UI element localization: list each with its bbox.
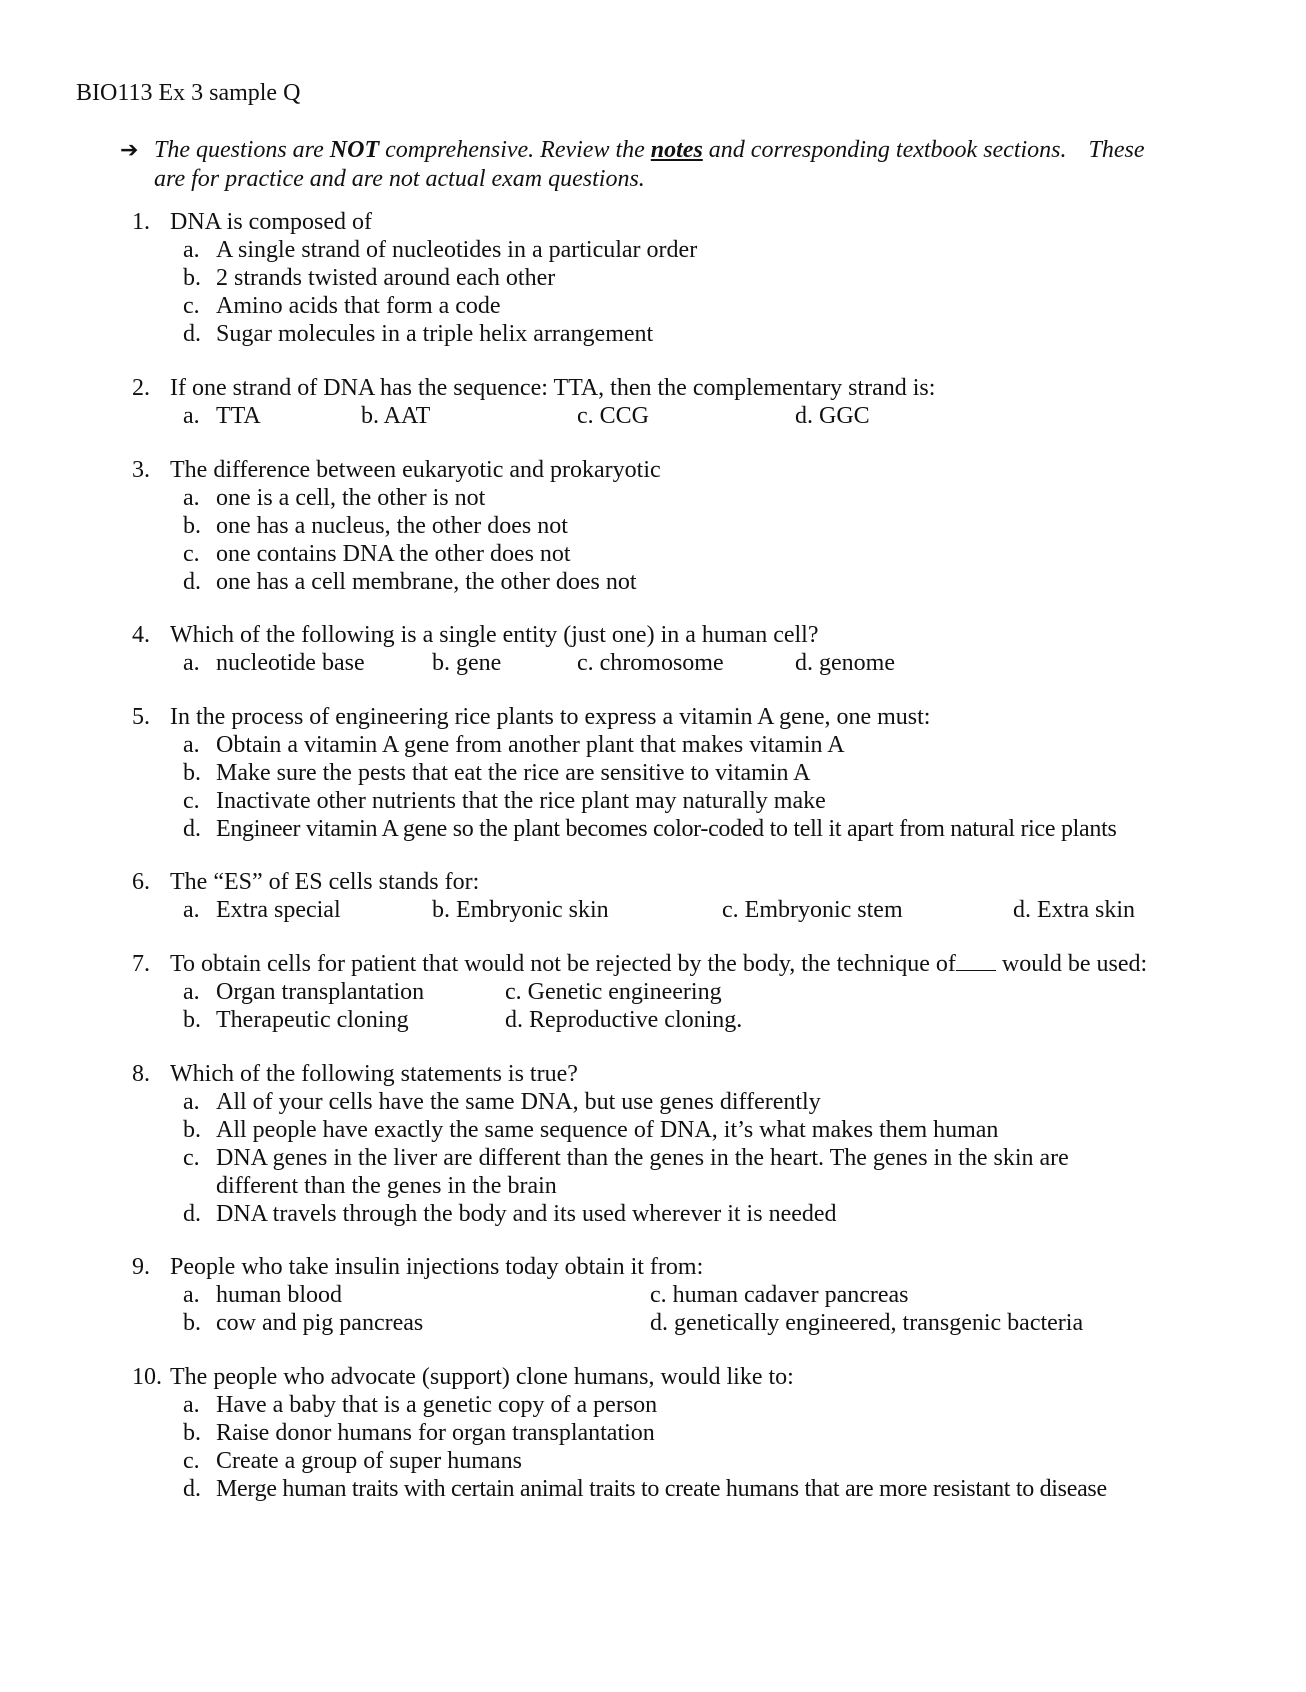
option-text: Have a baby that is a genetic copy of a person — [216, 1392, 658, 1418]
option-text: Inactivate other nutrients that the rice plant may naturally make — [216, 788, 826, 814]
option-text: Raise donor humans for organ transplantation — [216, 1420, 655, 1446]
option-text: 2 strands twisted around each other — [216, 265, 556, 291]
option-letter: b. — [183, 265, 201, 291]
note-line-2: are for practice and are not actual exam questions. — [154, 166, 645, 192]
option-d: d. genome — [795, 650, 895, 676]
option-c: c. Embryonic stem — [722, 897, 903, 923]
question-text: People who take insulin injections today obtain it from: — [170, 1254, 704, 1280]
option-letter: b. — [183, 1117, 201, 1143]
option-text: Engineer vitamin A gene so the plant becomes color-coded to tell it apart from natural rice plants — [216, 816, 1117, 842]
option-text: Amino acids that form a code — [216, 293, 501, 319]
option-b: b. gene — [432, 650, 502, 676]
note-emphasis: NOT — [329, 137, 380, 163]
option-text: one has a nucleus, the other does not — [216, 513, 568, 539]
option-letter: a. — [183, 485, 200, 511]
option-d: d. Extra skin — [1013, 897, 1135, 923]
question-text-part-2: would be used: — [1001, 951, 1148, 977]
question-text: Which of the following is a single entity (just one) in a human cell? — [170, 622, 819, 648]
question-text — [170, 950, 1147, 978]
option-text: A single strand of nucleotides in a particular order — [216, 237, 698, 263]
question-number: 2. — [132, 375, 150, 401]
option-text: All people have exactly the same sequence of DNA, it’s what makes them human — [216, 1117, 999, 1143]
option-text: All of your cells have the same DNA, but use genes differently — [216, 1089, 821, 1115]
note-line-1 — [154, 136, 1145, 164]
question-text: Which of the following statements is true? — [170, 1061, 578, 1087]
option-d: d. genetically engineered, transgenic bacteria — [650, 1310, 1084, 1336]
option-letter: b. — [183, 760, 201, 786]
option-letter: a. — [183, 1392, 200, 1418]
option-letter: a. — [183, 1089, 200, 1115]
note-text-4: These — [1088, 137, 1145, 163]
option-letter: a. — [183, 650, 200, 676]
option-letter: d. — [183, 816, 201, 842]
option-letter: d. — [183, 1201, 201, 1227]
option-d: d. Reproductive cloning. — [505, 1007, 743, 1033]
option-text: human blood — [216, 1282, 342, 1308]
option-text: DNA genes in the liver are different than the genes in the heart. The genes in the skin are different than the genes in the brain — [216, 1145, 1069, 1199]
question-number: 1. — [132, 209, 150, 235]
option-letter: b. — [183, 1420, 201, 1446]
option-text: Extra special — [216, 897, 341, 923]
question-text: The difference between eukaryotic and prokaryotic — [170, 457, 661, 483]
option-letter: d. — [183, 321, 201, 347]
question-text: The people who advocate (support) clone humans, would like to: — [170, 1364, 794, 1390]
option-letter: b. — [183, 1310, 201, 1336]
page-title: BIO113 Ex 3 sample Q — [76, 80, 301, 106]
option-text: cow and pig pancreas — [216, 1310, 424, 1336]
option-letter: a. — [183, 403, 200, 429]
option-letter: c. — [183, 541, 200, 567]
option-letter: b. — [183, 1007, 201, 1033]
option-letter: c. — [183, 788, 200, 814]
right-arrow-icon: ➔ — [120, 137, 139, 162]
option-letter: a. — [183, 1282, 200, 1308]
option-letter: b. — [183, 513, 201, 539]
question-text: If one strand of DNA has the sequence: TTA, then the complementary strand is: — [170, 375, 936, 401]
option-c: c. chromosome — [577, 650, 724, 676]
option-letter: a. — [183, 897, 200, 923]
option-text: one has a cell membrane, the other does not — [216, 569, 637, 595]
option-text: nucleotide base — [216, 650, 365, 676]
option-c: c. human cadaver pancreas — [650, 1282, 909, 1308]
option-text: Sugar molecules in a triple helix arrangement — [216, 321, 654, 347]
question-number: 10. — [132, 1364, 162, 1390]
option-text: one contains DNA the other does not — [216, 541, 571, 567]
option-b: b. AAT — [361, 403, 431, 429]
question-number: 3. — [132, 457, 150, 483]
option-letter: a. — [183, 237, 200, 263]
note-notes-word: notes — [650, 137, 703, 163]
option-text: Make sure the pests that eat the rice are sensitive to vitamin A — [216, 760, 811, 786]
option-letter: d. — [183, 1476, 201, 1502]
option-b: b. Embryonic skin — [432, 897, 609, 923]
option-text: DNA travels through the body and its used wherever it is needed — [216, 1201, 837, 1227]
question-text: DNA is composed of — [170, 209, 372, 235]
option-text: Obtain a vitamin A gene from another plant that makes vitamin A — [216, 732, 845, 758]
question-text: The “ES” of ES cells stands for: — [170, 869, 480, 895]
option-letter: a. — [183, 732, 200, 758]
note-text-1: The questions are — [154, 137, 330, 163]
option-d: d. GGC — [795, 403, 870, 429]
question-number: 6. — [132, 869, 150, 895]
option-text: one is a cell, the other is not — [216, 485, 486, 511]
option-c: c. Genetic engineering — [505, 979, 722, 1005]
option-text: Create a group of super humans — [216, 1448, 522, 1474]
question-number: 5. — [132, 704, 150, 730]
note-text-2: comprehensive. Review the — [379, 137, 651, 163]
option-letter: d. — [183, 569, 201, 595]
note-text-3: and corresponding textbook sections. — [702, 137, 1067, 163]
option-text: Organ transplantation — [216, 979, 425, 1005]
question-number: 7. — [132, 951, 150, 977]
question-text-part-1: To obtain cells for patient that would not be rejected by the body, the technique of — [170, 951, 956, 977]
question-text: In the process of engineering rice plants to express a vitamin A gene, one must: — [170, 704, 931, 730]
option-letter: c. — [183, 293, 200, 319]
question-number: 9. — [132, 1254, 150, 1280]
question-number: 8. — [132, 1061, 150, 1087]
option-letter: a. — [183, 979, 200, 1005]
question-number: 4. — [132, 622, 150, 648]
option-text: Therapeutic cloning — [216, 1007, 409, 1033]
answer-blank — [956, 950, 996, 971]
option-letter: c. — [183, 1145, 200, 1171]
option-text: Merge human traits with certain animal traits to create humans that are more resistant to disease — [216, 1476, 1107, 1502]
option-text: TTA — [216, 403, 261, 429]
option-letter: c. — [183, 1448, 200, 1474]
option-c: c. CCG — [577, 403, 649, 429]
